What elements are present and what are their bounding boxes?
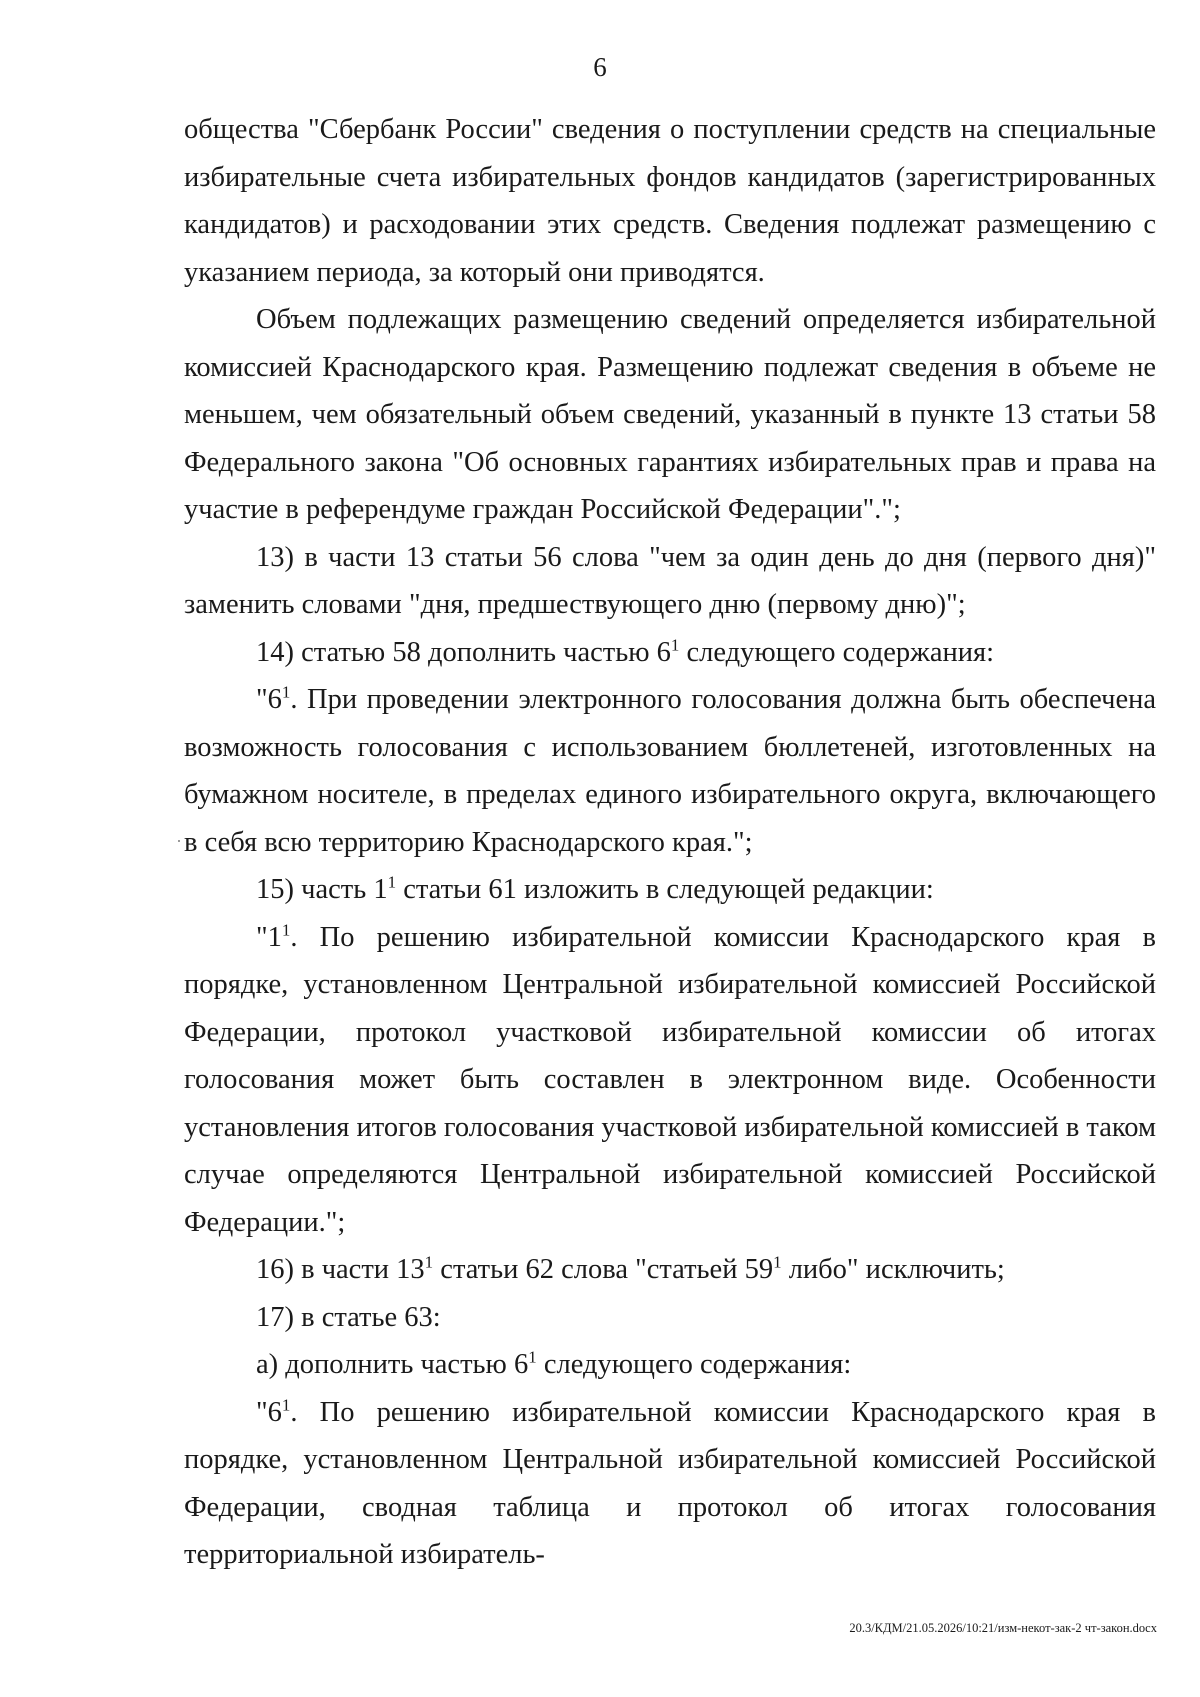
paragraph-p8 [184,1246,1156,1294]
paragraph-text: 15) часть 1 [256,874,388,905]
paragraph-text: а) дополнить частью 6 [256,1349,529,1380]
paragraph-text: статьи 62 слова "статьей 59 [433,1254,774,1285]
paragraph-text: 17) в статье 63: [256,1301,441,1333]
superscript: 1 [387,872,397,892]
paragraph-text: следующего содержания: [536,1349,852,1380]
paragraph-text: 14) статью 58 дополнить частью 6 [256,636,671,668]
paragraph-p10 [184,1341,1156,1389]
scan-speck [178,840,180,842]
paragraph-p6 [184,866,1156,914]
superscript: 1 [281,920,291,939]
document-footer: 20.3/КДМ/21.05.2026/10:21/изм-некот-зак-2 чт-закон.docx [849,1621,1157,1635]
paragraph-p7 [184,914,1156,1247]
paragraph-p11 [184,1389,1156,1579]
paragraph-p4 [184,629,1156,677]
superscript: 1 [670,635,680,654]
paragraph-text: либо" исключить; [781,1254,1005,1285]
paragraph-text: 16) в части 13 [256,1254,425,1285]
paragraph-text: "6 [256,684,282,715]
superscript: 1 [773,1252,782,1272]
paragraph-text: "1 [256,921,282,953]
document-body [184,106,1156,1579]
paragraph-p9 [184,1294,1156,1342]
paragraph-text: статьи 61 изложить в следующей редакции: [396,874,934,905]
superscript: 1 [281,1395,291,1414]
paragraph-p1 [184,106,1156,296]
paragraph-text: общества "Сбербанк России" сведения о поступлении средств на специальные избирательные счета избирательных фондов кандидатов (зарегистрированных кандидатов) и расходовании этих средств. Сведения подлежат размещению с указанием периода, за который они приводятся. [184,114,1156,288]
superscript: 1 [424,1252,434,1272]
paragraph-p3 [184,534,1156,629]
paragraph-text: . По решению избирательной комиссии Краснодарского края в порядке, установленном Центральной избирательной комиссией Российской Федерации, сводная таблица и протокол об итогах голосования территориальной избиратель- [184,1396,1156,1570]
paragraph-text: 13) в части 13 статьи 56 слова "чем за один день до дня (первого дня)" заменить словами "дня, предшествующего дню (первому дню)"; [184,541,1156,620]
paragraph-text: "6 [256,1396,282,1428]
paragraph-text: . По решению избирательной комиссии Краснодарского края в порядке, установленном Центральной избирательной комиссией Российской Федерации, протокол участковой избирательной комиссии об итогах голосования может быть составлен в электронном виде. Особенности установления итогов голосования участковой избирательной комиссией в таком случае определяются Центральной избирательной комиссией Российской Федерации."; [184,921,1156,1238]
paragraph-p5 [184,676,1156,866]
paragraph-text: . При проведении электронного голосования должна быть обеспечена возможность голосования с использованием бюллетеней, изготовленных на бумажном носителе, в пределах единого избирательного округа, включающего в себя всю территорию Краснодарского края."; [184,684,1156,858]
superscript: 1 [528,1347,537,1367]
paragraph-p2 [184,296,1156,534]
paragraph-text: следующего содержания: [679,636,995,668]
paragraph-text: Объем подлежащих размещению сведений определяется избирательной комиссией Краснодарского края. Размещению подлежат сведения в объеме не меньшем, чем обязательный объем сведений, указанный в пункте 13 статьи 58 Федерального закона "Об основных гарантиях избирательных прав и права на участие в референдуме граждан Российской Федерации"."; [184,304,1156,525]
page-number: 6 [593,52,607,82]
superscript: 1 [281,682,291,702]
